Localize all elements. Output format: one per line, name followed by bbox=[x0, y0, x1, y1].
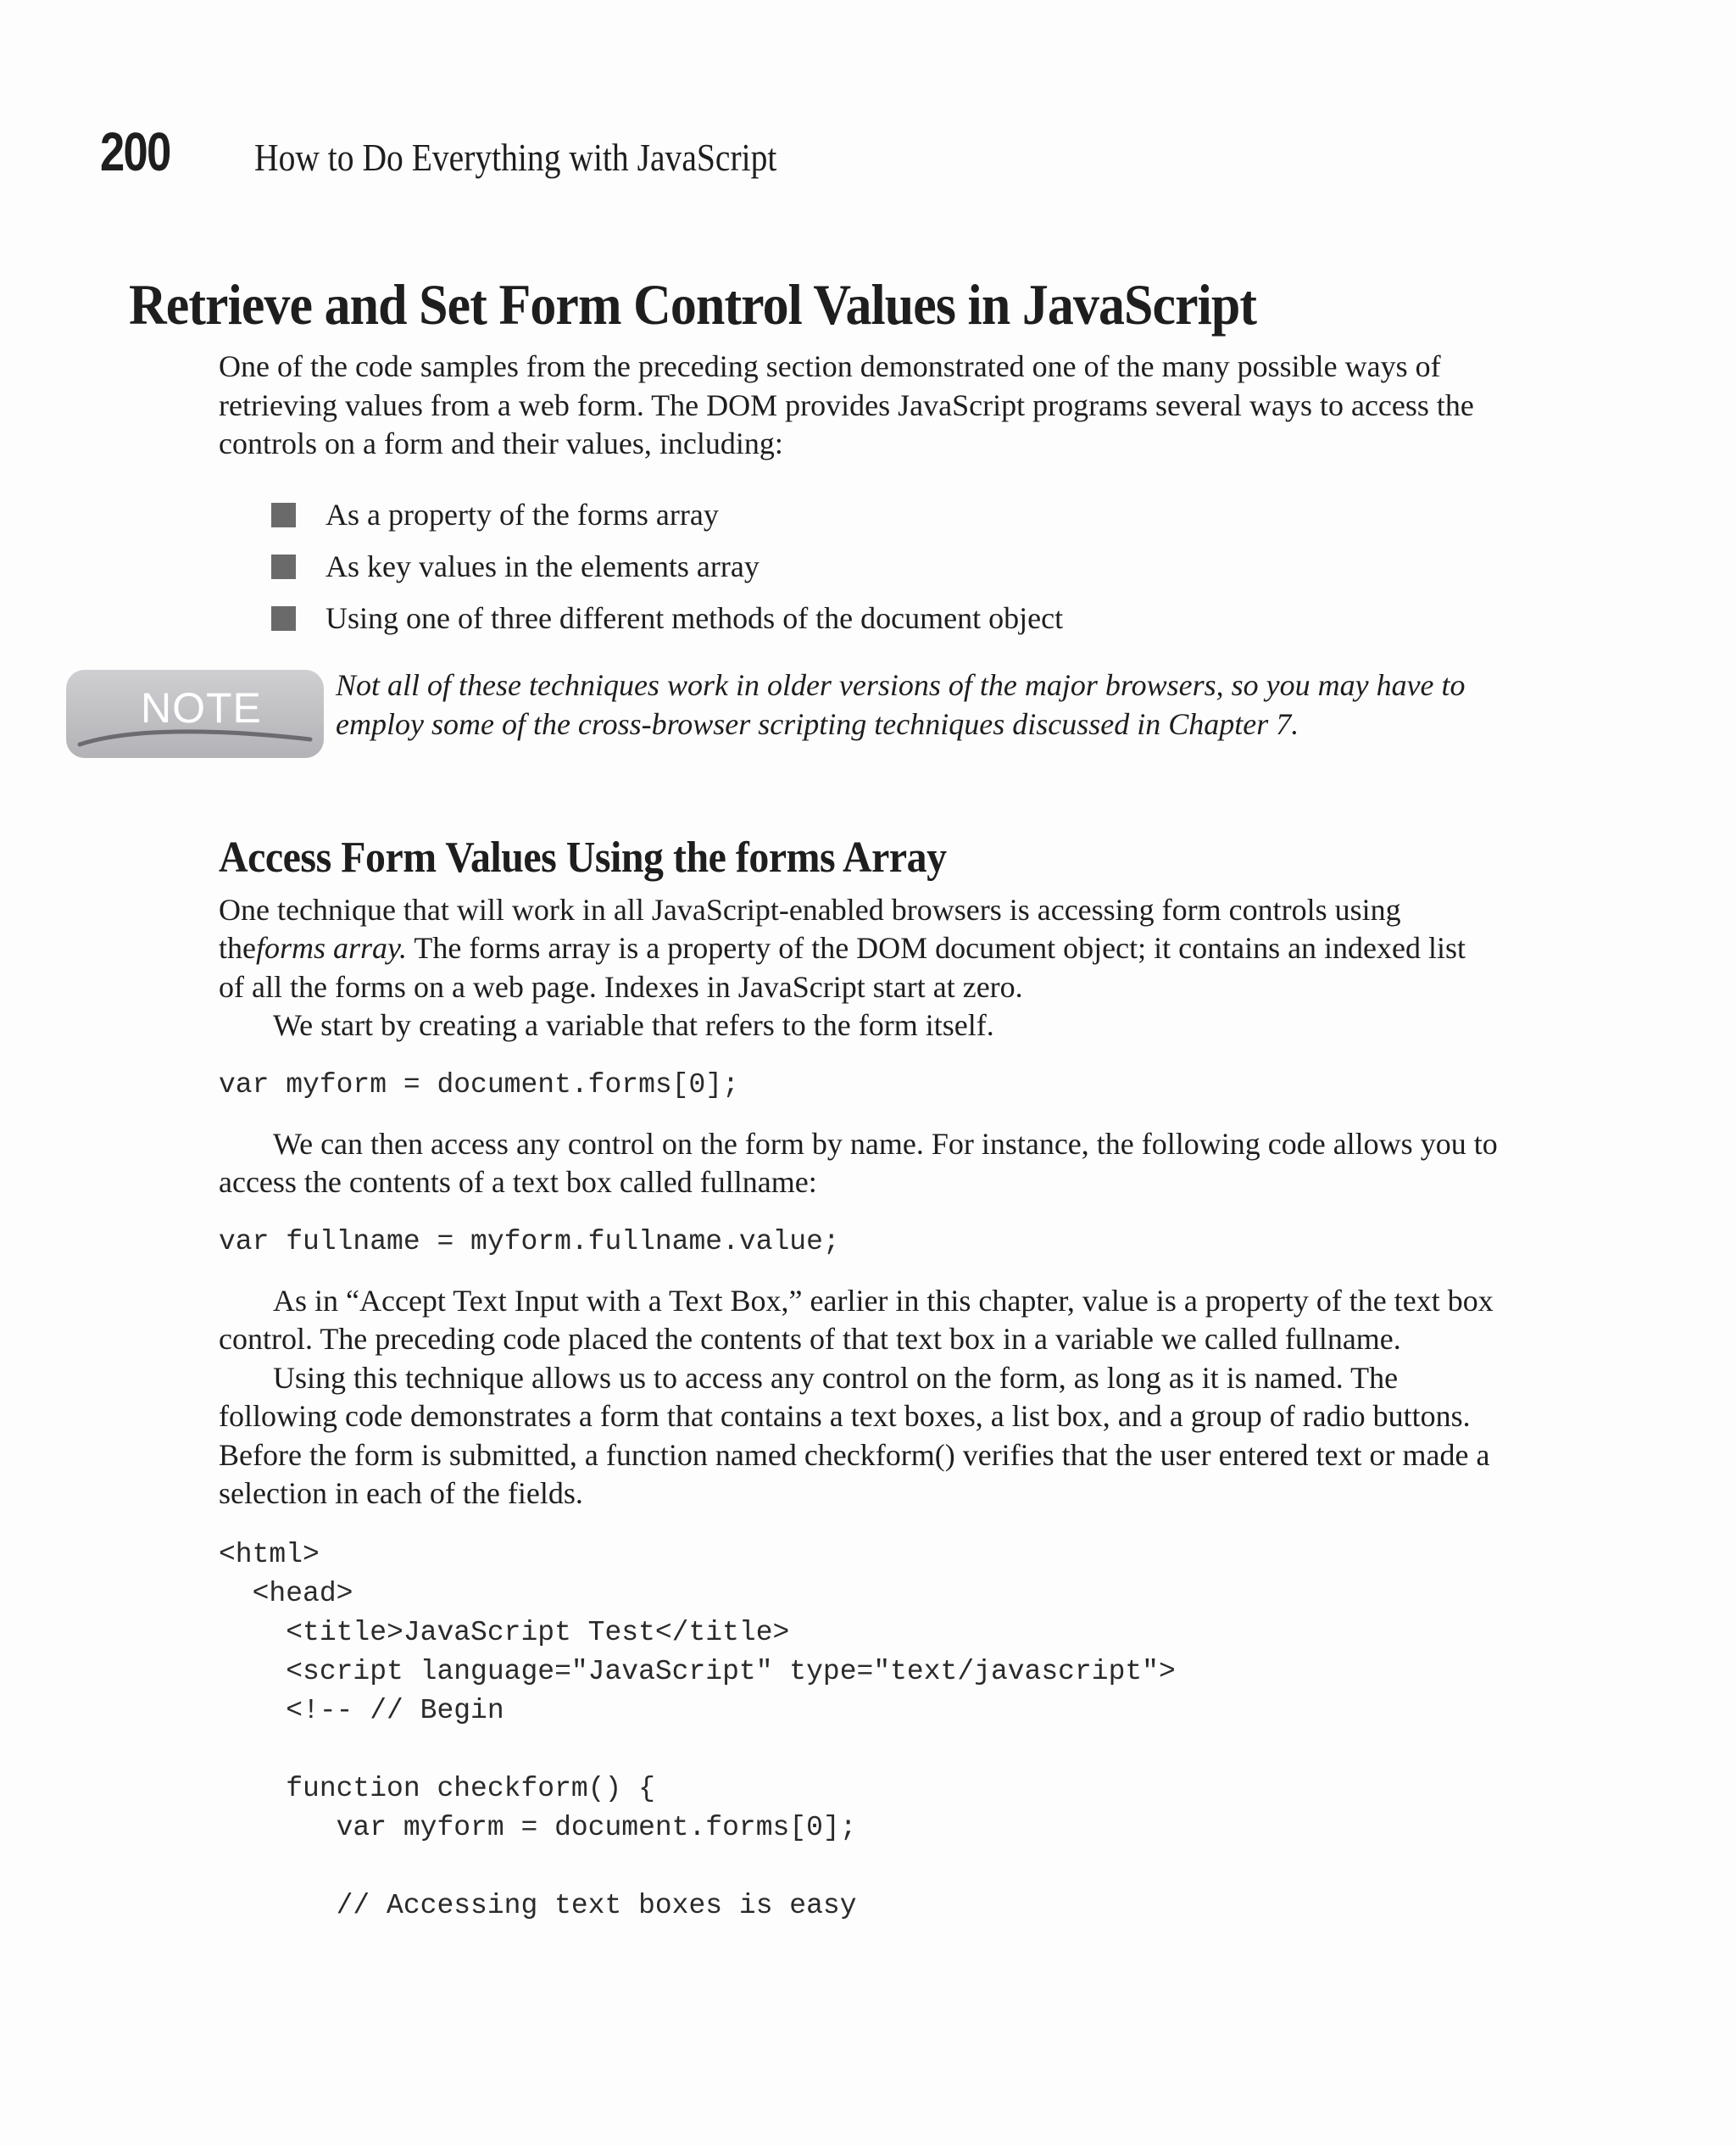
body-paragraph: As in “Accept Text Input with a Text Box,” earlier in this chapter, value is a property of the text box control. The preceding code placed the contents of that text box in a variable we called fullname. bbox=[219, 1283, 1494, 1356]
main-content bbox=[219, 348, 1499, 1926]
body-paragraph: We start by creating a variable that refers to the form itself. bbox=[273, 1008, 994, 1042]
paragraph-text: The forms array is a property of the DOM document object; it contains an indexed list of all the forms on a web page. Indexes in JavaScript start at zero. bbox=[219, 931, 1466, 1004]
list-item bbox=[271, 593, 1499, 644]
body-paragraph: Using this technique allows us to access any control on the form, as long as it is named. The following code demonstrates a form that contains a text boxes, a list box, and a group of radio buttons. Before the form is submitted, a function named checkform() verifies that the user entered text or made a selection in each of the fields. bbox=[219, 1360, 1490, 1510]
subsection-title: Access Form Values Using the forms Array bbox=[219, 833, 947, 882]
square-bullet-icon bbox=[271, 606, 296, 631]
book-title: How to Do Everything with JavaScript bbox=[254, 136, 777, 179]
code-sample-3: <html> <head> <title>JavaScript Test</title> <script language="JavaScript" type="text/javascript"> <!-- // Begin function checkform() { var myform = document.forms[0]; // Accessing text boxes is easy bbox=[219, 1538, 1176, 1921]
page-number: 200 bbox=[100, 121, 170, 182]
body-paragraph bbox=[219, 891, 1499, 1007]
note-callout bbox=[66, 666, 1507, 761]
paragraph-text: One technique that will work in all JavaScript-enabled browsers is accessing form controls using the bbox=[219, 892, 1401, 965]
code-sample-2: var fullname = myform.fullname.value; bbox=[219, 1225, 840, 1257]
list-item-text: As a property of the forms array bbox=[326, 497, 719, 532]
running-header bbox=[100, 120, 862, 183]
note-label: NOTE bbox=[141, 684, 262, 732]
body-paragraph: We can then access any control on the form by name. For instance, the following code allows you to access the contents of a text box called fullname: bbox=[219, 1126, 1498, 1199]
bullet-list bbox=[219, 489, 1499, 644]
list-item-text: Using one of three different methods of the document object bbox=[326, 600, 1064, 635]
intro-paragraph: One of the code samples from the preceding section demonstrated one of the many possible ways of retrieving values from a web form. The DOM provides JavaScript programs several ways to access the controls on a form and their values, including: bbox=[219, 349, 1474, 460]
swoosh-icon bbox=[76, 719, 314, 753]
list-item-text: As key values in the elements array bbox=[326, 549, 760, 583]
note-text: Not all of these techniques work in older versions of the major browsers, so you may have to employ some of the cross-browser scripting techniques discussed in Chapter 7. bbox=[336, 668, 1466, 741]
square-bullet-icon bbox=[271, 503, 296, 527]
emphasized-term: forms array. bbox=[255, 931, 408, 965]
section-title: Retrieve and Set Form Control Values in JavaScript bbox=[129, 272, 1257, 337]
square-bullet-icon bbox=[271, 555, 296, 579]
list-item bbox=[271, 489, 1499, 541]
note-badge bbox=[66, 670, 324, 758]
list-item bbox=[271, 541, 1499, 593]
code-sample-1: var myform = document.forms[0]; bbox=[219, 1068, 739, 1101]
